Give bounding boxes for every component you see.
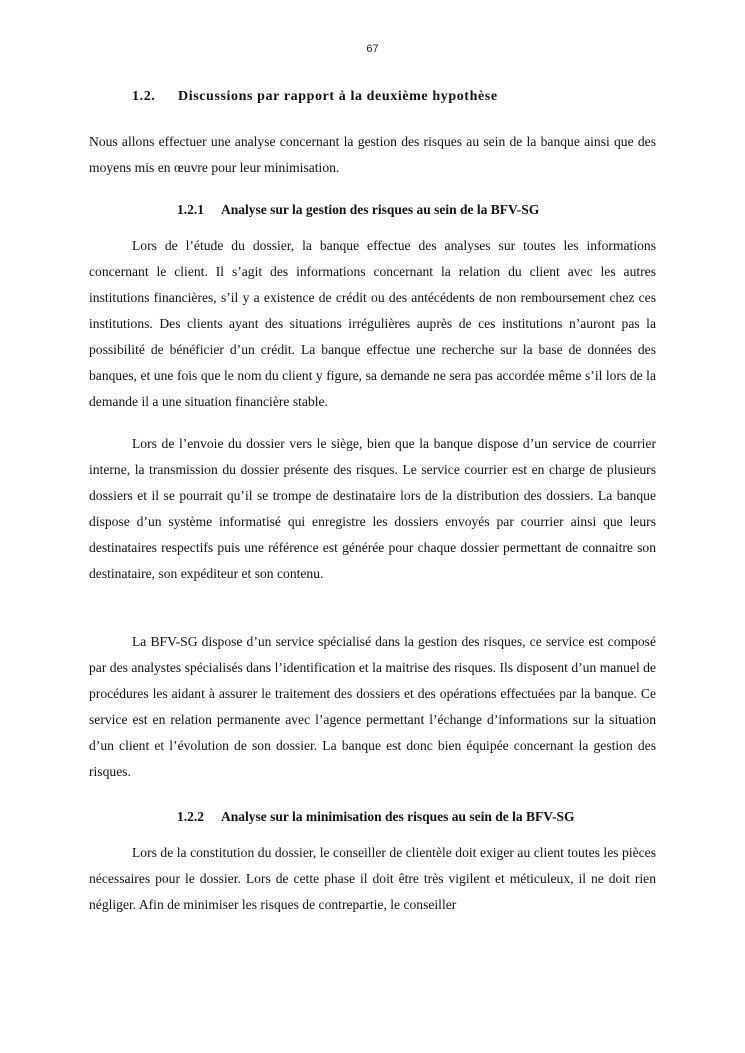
subsection-2-number: 1.2.2 (177, 809, 204, 824)
section-title: Discussions par rapport à la deuxième hypothèse (178, 89, 498, 104)
page-number: 67 (366, 43, 379, 55)
paragraph-3: La BFV-SG dispose d’un service spécialisé dans la gestion des risques, ce service est composé par des analystes spécialisés dans l’identification et la maitrise des risques. Ils disposent d’un manuel de procédures les aidant à assurer le traitement des dossiers et des opérations effectuées par la banque. Ce service est en relation permanente avec l’agence permettant l’échange d’informations sur la situation d’un client et l’évolution de son dossier. La banque est donc bien équipée concernant la gestion des risques. (89, 634, 656, 779)
section-heading (132, 89, 498, 105)
subsection-1-heading (177, 202, 539, 218)
subsection-2-heading (177, 809, 575, 825)
paragraph-2: Lors de l’envoie du dossier vers le siège, bien que la banque dispose d’un service de courrier interne, la transmission du dossier présente des risques. Le service courrier est en charge de plusieurs dossiers et il se pourrait qu’il se trompe de destinataire lors de la distribution des dossiers. La banque dispose d’un système informatisé qui enregistre les dossiers envoyés par courrier ainsi que leurs destinataires respectifs puis une référence est générée pour chaque dossier permettant de connaitre son destinataire, son expéditeur et son contenu. (89, 436, 656, 581)
paragraph-4: Lors de la constitution du dossier, le conseiller de clientèle doit exiger au client toutes les pièces nécessaires pour le dossier. Lors de cette phase il doit être très vigilent et méticuleux, il ne doit rien négliger. Afin de minimiser les risques de contrepartie, le conseiller (89, 845, 656, 912)
subsection-1-title: Analyse sur la gestion des risques au sein de la BFV-SG (221, 202, 540, 217)
subsection-1-number: 1.2.1 (177, 202, 204, 217)
intro-paragraph: Nous allons effectuer une analyse concernant la gestion des risques au sein de la banque ainsi que des moyens mis en œuvre pour leur minimisation. (89, 134, 656, 175)
subsection-2-title: Analyse sur la minimisation des risques au sein de la BFV-SG (221, 809, 575, 824)
section-number: 1.2. (132, 89, 156, 104)
paragraph-1: Lors de l’étude du dossier, la banque effectue des analyses sur toutes les informations concernant le client. Il s’agit des informations concernant la relation du client avec les autres institutions financières, s’il y a existence de crédit ou des antécédents de non remboursement chez ces institutions. Des clients ayant des situations irrégulières auprès de ces institutions n’auront pas la possibilité de bénéficier d’un crédit. La banque effectue une recherche sur la base de données des banques, et une fois que le nom du client y figure, sa demande ne sera pas accordée même s’il lors de la demande il a une situation financière stable. (89, 238, 656, 409)
